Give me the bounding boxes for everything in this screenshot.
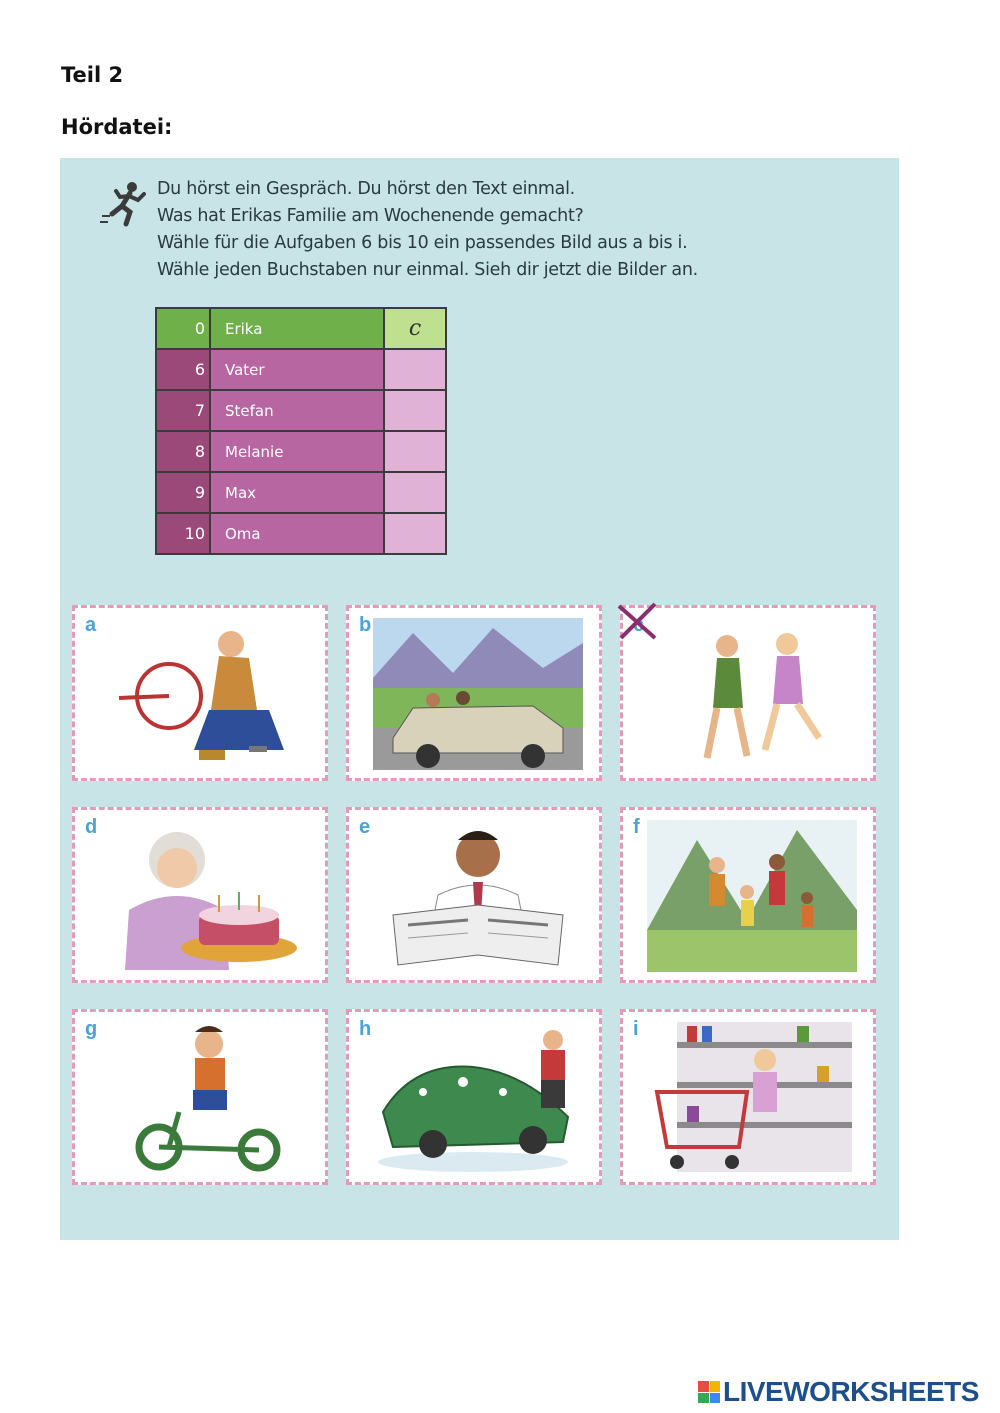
card-letter: g	[85, 1018, 98, 1040]
row-number: 10	[156, 513, 210, 554]
row-name: Vater	[210, 349, 384, 390]
supermarket-illustration	[647, 1022, 857, 1174]
card-letter: a	[85, 614, 97, 636]
grandmother-cake-illustration	[99, 820, 309, 972]
answer-table	[155, 307, 447, 555]
table-row	[156, 472, 446, 513]
instruction-line: Was hat Erikas Familie am Wochenende gemacht?	[157, 206, 584, 226]
card-letter: i	[633, 1018, 639, 1040]
row-name: Max	[210, 472, 384, 513]
row-number: 7	[156, 390, 210, 431]
card-letter: h	[359, 1018, 372, 1040]
tricycle-boy-illustration	[99, 1022, 309, 1174]
worksheet	[60, 158, 899, 1240]
row-name: Melanie	[210, 431, 384, 472]
audio-label: Hördatei:	[61, 115, 173, 139]
picture-card-h	[346, 1009, 602, 1185]
jogging-girls-illustration	[647, 618, 857, 770]
family-hiking-illustration	[647, 820, 857, 972]
running-figure-icon	[100, 178, 150, 228]
picture-card-c	[620, 605, 876, 781]
man-newspaper-illustration	[373, 820, 583, 972]
instruction-line: Wähle für die Aufgaben 6 bis 10 ein passendes Bild aus a bis i.	[157, 233, 688, 253]
table-row	[156, 349, 446, 390]
picture-card-e	[346, 807, 602, 983]
answer-cell: c	[384, 308, 446, 349]
instruction-line: Wähle jeden Buchstaben nur einmal. Sieh dir jetzt die Bilder an.	[157, 260, 698, 280]
card-letter: d	[85, 816, 98, 838]
row-number: 0	[156, 308, 210, 349]
card-letter: f	[633, 816, 640, 838]
picture-card-f	[620, 807, 876, 983]
picture-card-g	[72, 1009, 328, 1185]
picture-card-b	[346, 605, 602, 781]
logo-text: LIVEWORKSHEETS	[723, 1376, 979, 1407]
part-title: Teil 2	[61, 63, 124, 87]
picture-card-i	[620, 1009, 876, 1185]
answer-input-7[interactable]	[384, 390, 446, 431]
answer-input-8[interactable]	[384, 431, 446, 472]
bicycle-repair-illustration	[99, 618, 309, 770]
card-letter: b	[359, 614, 372, 636]
table-row	[156, 513, 446, 554]
card-letter: e	[359, 816, 371, 838]
row-number: 9	[156, 472, 210, 513]
table-row-example	[156, 308, 446, 349]
table-row	[156, 431, 446, 472]
answer-input-6[interactable]	[384, 349, 446, 390]
answer-input-9[interactable]	[384, 472, 446, 513]
logo-grid-icon	[698, 1381, 720, 1403]
picture-card-d	[72, 807, 328, 983]
row-name: Stefan	[210, 390, 384, 431]
picture-card-a	[72, 605, 328, 781]
car-trip-illustration	[373, 618, 583, 770]
answer-input-10[interactable]	[384, 513, 446, 554]
row-number: 8	[156, 431, 210, 472]
row-number: 6	[156, 349, 210, 390]
liveworksheets-logo[interactable]	[698, 1376, 979, 1408]
instructions	[157, 176, 857, 284]
car-washing-illustration	[373, 1022, 583, 1174]
row-name: Erika	[210, 308, 384, 349]
row-name: Oma	[210, 513, 384, 554]
table-row	[156, 390, 446, 431]
instruction-line: Du hörst ein Gespräch. Du hörst den Text einmal.	[157, 179, 575, 199]
